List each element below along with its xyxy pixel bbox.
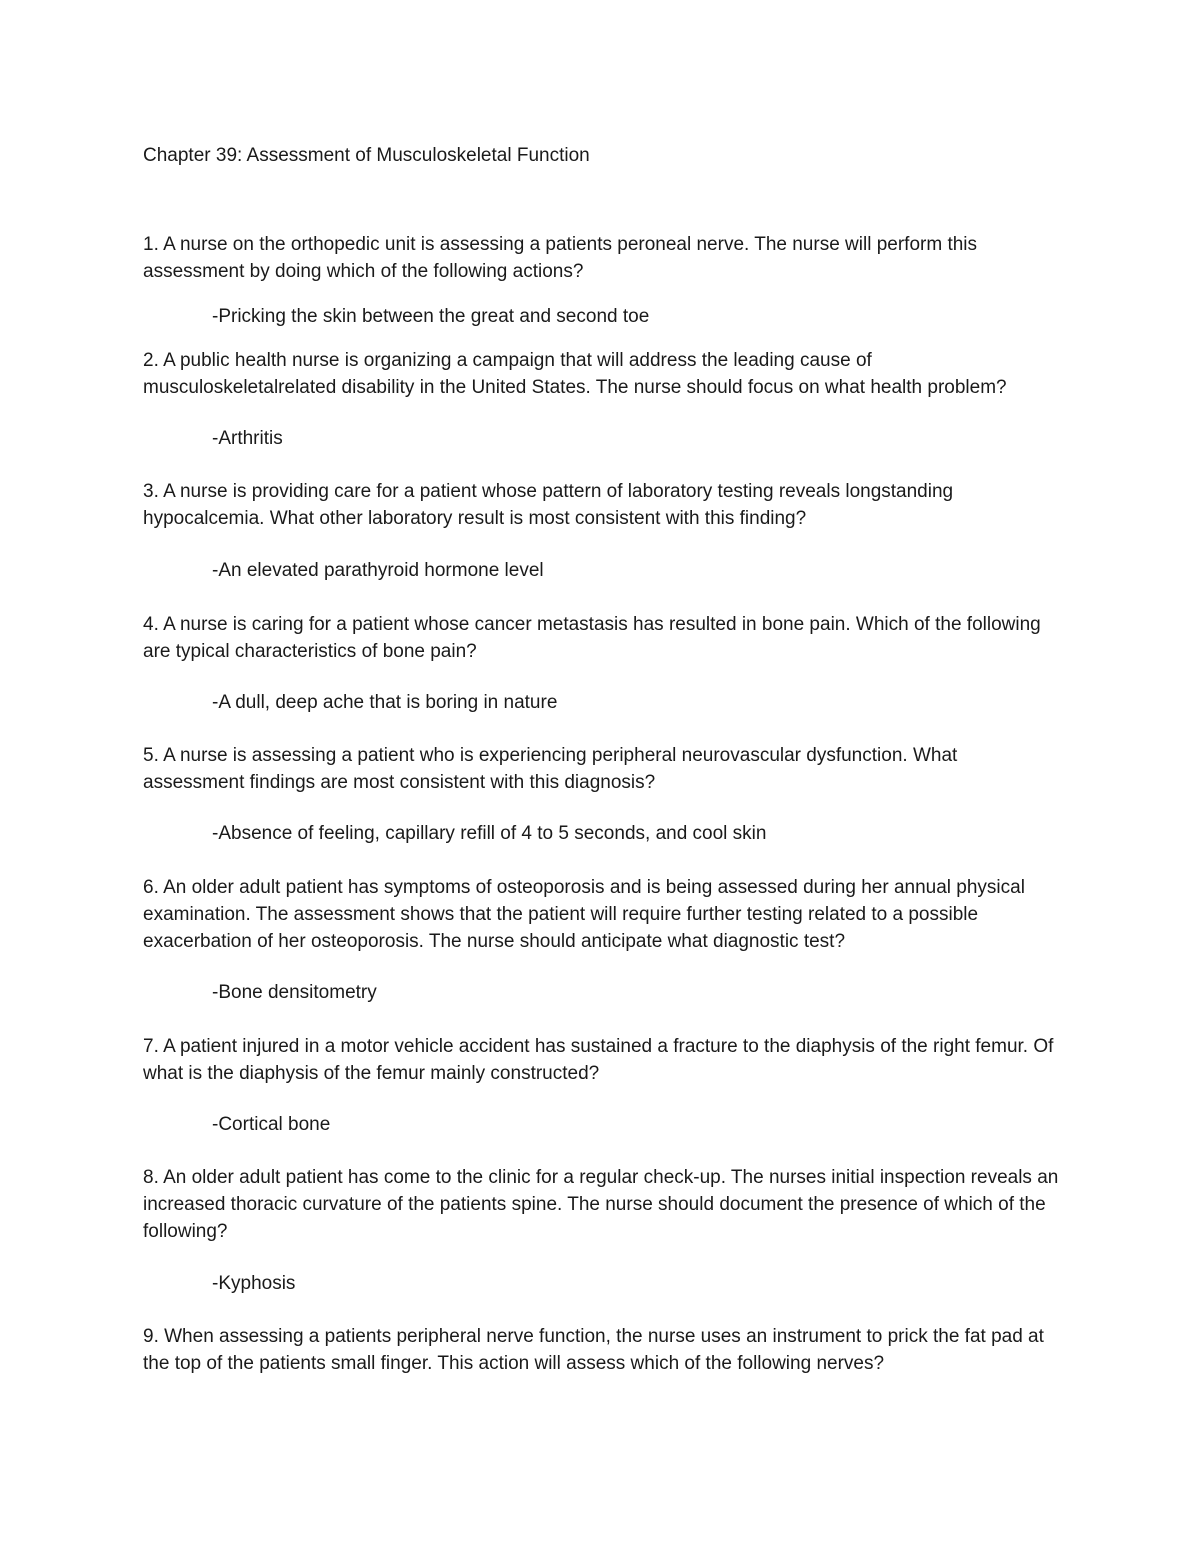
answer-1: -Pricking the skin between the great and second toe [212,306,650,327]
chapter-title: Chapter 39: Assessment of Musculoskeletal Function [143,145,590,166]
answer-7: -Cortical bone [212,1114,331,1135]
question-3: 3. A nurse is providing care for a patient whose pattern of laboratory testing reveals longstanding hypocalcemia. What other laboratory result is most consistent with this finding? [143,481,954,529]
answer-5: -Absence of feeling, capillary refill of 4 to 5 seconds, and cool skin [212,823,767,844]
answer-6: -Bone densitometry [212,982,377,1003]
answer-3: -An elevated parathyroid hormone level [212,560,544,581]
answer-4: -A dull, deep ache that is boring in nature [212,692,558,713]
question-5: 5. A nurse is assessing a patient who is experiencing peripheral neurovascular dysfunction. What assessment findings are most consistent with this diagnosis? [143,745,958,793]
answer-8: -Kyphosis [212,1273,296,1294]
question-9: 9. When assessing a patients peripheral nerve function, the nurse uses an instrument to prick the fat pad at the top of the patients small finger. This action will assess which of the following nerves? [143,1326,1044,1374]
question-2: 2. A public health nurse is organizing a campaign that will address the leading cause of musculoskeletalrelated disability in the United States. The nurse should focus on what health problem? [143,350,1007,398]
question-7: 7. A patient injured in a motor vehicle accident has sustained a fracture to the diaphysis of the right femur. Of what is the diaphysis of the femur mainly constructed? [143,1036,1054,1084]
answer-2: -Arthritis [212,428,283,449]
question-1: 1. A nurse on the orthopedic unit is assessing a patients peroneal nerve. The nurse will perform this assessment by doing which of the following actions? [143,234,978,282]
question-4: 4. A nurse is caring for a patient whose cancer metastasis has resulted in bone pain. Which of the following are typical characteristics of bone pain? [143,614,1041,662]
question-8: 8. An older adult patient has come to the clinic for a regular check-up. The nurses initial inspection reveals an increased thoracic curvature of the patients spine. The nurse should document the presence of which of the following? [143,1167,1059,1242]
question-6: 6. An older adult patient has symptoms of osteoporosis and is being assessed during her annual physical examination. The assessment shows that the patient will require further testing related to a possible exacerbation of her osteoporosis. The nurse should anticipate what diagnostic test? [143,877,1025,952]
